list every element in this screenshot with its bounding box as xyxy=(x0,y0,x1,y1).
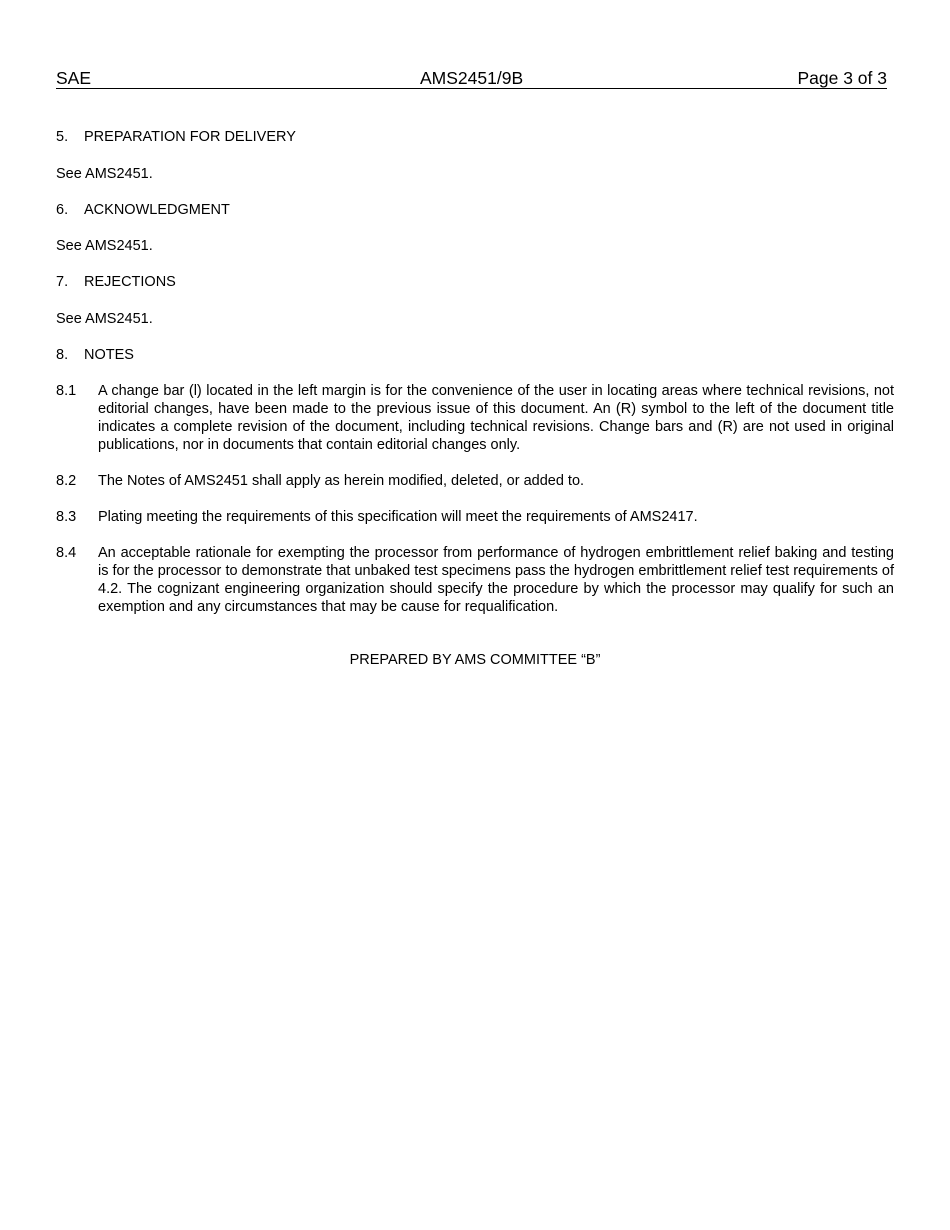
section-title: PREPARATION FOR DELIVERY xyxy=(84,129,296,145)
note-text: Plating meeting the requirements of this specification will meet the requirements of AMS2417. xyxy=(98,509,698,525)
section-heading-5 xyxy=(56,128,296,146)
note-8-1 xyxy=(56,382,894,454)
header-org: SAE xyxy=(56,68,92,88)
note-text: A change bar (l) located in the left margin is for the convenience of the user in locating areas where technical revisions, not editorial changes, have been made to the previous issue of this document. An (R) symbol to the left of the document title indicates a complete revision of the document, including technical revisions. Change bars and (R) are not used in original publications, nor in documents that contain editorial changes only. xyxy=(98,383,894,453)
note-number: 8.1 xyxy=(56,383,77,399)
prepared-by: PREPARED BY AMS COMMITTEE “B” xyxy=(349,652,601,668)
note-number: 8.2 xyxy=(56,473,77,489)
section-body-5: See AMS2451. xyxy=(56,166,153,182)
section-heading-8 xyxy=(56,346,134,364)
note-text: An acceptable rationale for exempting the processor from performance of hydrogen embrittlement relief baking and testing is for the processor to demonstrate that unbaked test specimens pass the hydrogen embrittlement relief test requirements of 4.2. The cognizant engineering organization should specify the procedure by which the processor may qualify for such an exemption and any circumstances that may be cause for requalification. xyxy=(98,545,894,615)
section-title: REJECTIONS xyxy=(84,274,176,290)
section-body-6: See AMS2451. xyxy=(56,238,153,254)
section-body-7: See AMS2451. xyxy=(56,311,153,327)
header-doc-id: AMS2451/9B xyxy=(420,68,524,88)
section-number: 8. xyxy=(56,347,69,363)
note-text: The Notes of AMS2451 shall apply as herein modified, deleted, or added to. xyxy=(98,473,585,489)
section-number: 7. xyxy=(56,274,69,290)
header-page-number: Page 3 of 3 xyxy=(797,68,887,88)
section-number: 5. xyxy=(56,129,69,145)
section-heading-7 xyxy=(56,273,176,291)
page-header xyxy=(56,68,887,89)
section-title: ACKNOWLEDGMENT xyxy=(84,202,230,218)
section-number: 6. xyxy=(56,202,69,218)
note-number: 8.3 xyxy=(56,509,77,525)
note-8-4 xyxy=(56,544,894,616)
note-number: 8.4 xyxy=(56,545,77,561)
section-title: NOTES xyxy=(84,347,134,363)
note-8-3 xyxy=(56,508,894,526)
section-heading-6 xyxy=(56,201,230,219)
note-8-2 xyxy=(56,472,894,490)
